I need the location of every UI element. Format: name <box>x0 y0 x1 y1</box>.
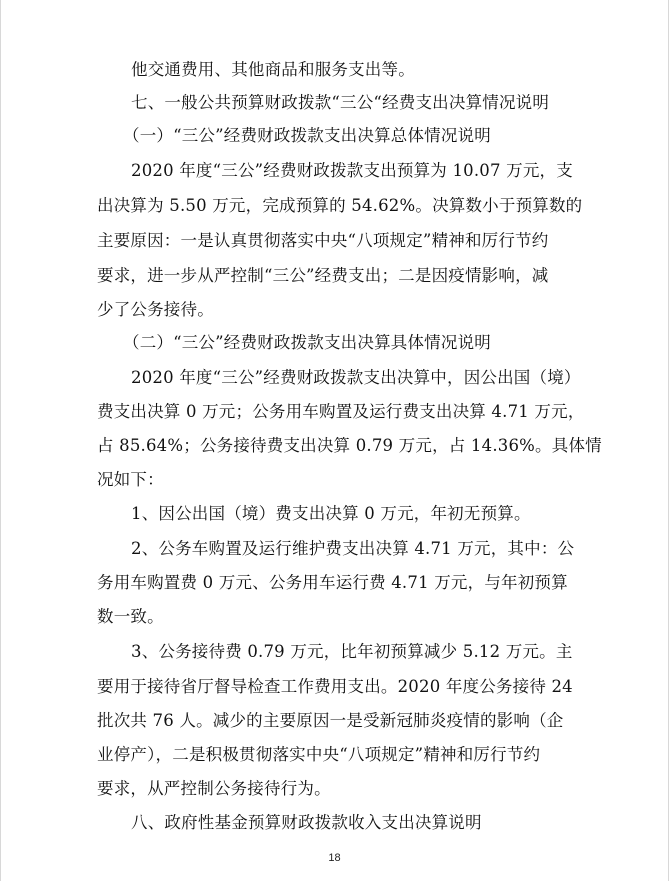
list-item: 1、因公出国（境）费支出决算 0 万元，年初无预算。 <box>131 504 531 523</box>
page-number: 18 <box>328 852 341 864</box>
subsection-heading: （二）“三公”经费财政拨款支出决算具体情况说明 <box>123 333 491 352</box>
page-edge-left <box>0 0 1 881</box>
list-item: 2、公务车购置及运行维护费支出决算 4.71 万元，其中：公 <box>131 539 575 558</box>
paragraph-line: 他交通费用、其他商品和服务支出等。 <box>131 60 415 79</box>
paragraph-line: 要求，进一步从严控制“三公”经费支出；二是因疫情影响，减 <box>97 266 549 285</box>
paragraph-line: 业停产），二是积极贯彻落实中央“八项规定”精神和厉行节约 <box>97 745 541 764</box>
paragraph-line: 费支出决算 0 万元；公务用车购置及运行费支出决算 4.71 万元， <box>97 402 585 421</box>
paragraph-line: 2020 年度“三公”经费财政拨款支出决算中，因公出国（境） <box>131 368 581 387</box>
paragraph-line: 要求，从严控制公务接待行为。 <box>97 779 331 798</box>
paragraph-line: 况如下： <box>97 470 164 489</box>
paragraph-line: 出决算为 5.50 万元，完成预算的 54.62%。决算数小于预算数的 <box>97 196 583 215</box>
paragraph-line: 少了公务接待。 <box>97 300 214 319</box>
list-item: 3、公务接待费 0.79 万元，比年初预算减少 5.12 万元。主 <box>131 642 573 661</box>
section-heading: 七、一般公共预算财政拨款“三公“经费支出决算情况说明 <box>131 93 550 112</box>
paragraph-line: 务用车购置费 0 万元、公务用车运行费 4.71 万元，与年初预算 <box>97 573 568 592</box>
paragraph-line: 2020 年度“三公”经费财政拨款支出预算为 10.07 万元，支 <box>131 161 573 180</box>
paragraph-line: 数一致。 <box>97 607 164 626</box>
paragraph-line: 主要原因：一是认真贯彻落实中央“八项规定”精神和厉行节约 <box>97 231 549 250</box>
section-heading: 八、政府性基金预算财政拨款收入支出决算说明 <box>131 813 482 832</box>
paragraph-line: 占 85.64%；公务接待费支出决算 0.79 万元，占 14.36%。具体情 <box>97 436 602 455</box>
paragraph-line: 要用于接待省厅督导检查工作费用支出。2020 年度公务接待 24 <box>97 677 573 696</box>
paragraph-line: 批次共 76 人。减少的主要原因一是受新冠肺炎疫情的影响（企 <box>97 711 564 730</box>
subsection-heading: （一）“三公”经费财政拨款支出决算总体情况说明 <box>123 126 491 145</box>
